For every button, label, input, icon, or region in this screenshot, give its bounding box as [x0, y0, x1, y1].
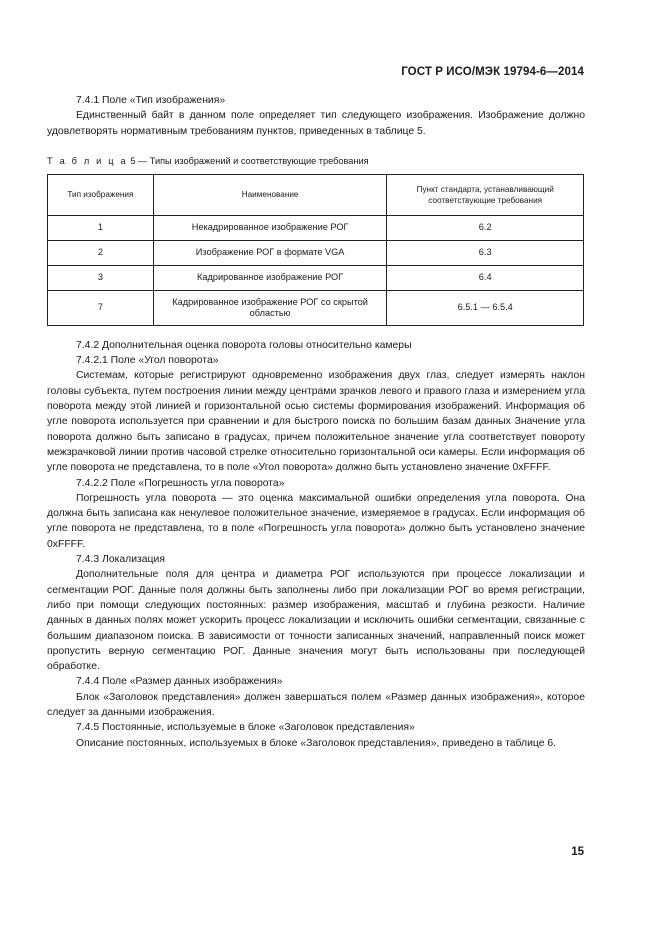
table-row [48, 240, 584, 265]
cell-type: 3 [48, 265, 154, 290]
section-7-4-2-heading: 7.4.2 Дополнительная оценка поворота головы относительно камеры [76, 339, 412, 351]
section-7-4-3-heading: 7.4.3 Локализация [76, 554, 165, 566]
table-row [48, 265, 584, 290]
table-5-caption [47, 155, 585, 168]
cell-type: 1 [48, 215, 154, 240]
cell-type: 7 [48, 290, 154, 325]
cell-clause: 6.2 [387, 215, 584, 240]
cell-name: Изображение РОГ в формате VGA [153, 240, 387, 265]
section-7-4-4-text: Блок «Заголовок представления» должен завершаться полем «Размер данных изображения», которое следует за данными изображения. [47, 691, 585, 719]
cell-name: Кадрированное изображение РОГ со скрытой областью [153, 290, 387, 325]
table-header-row [48, 174, 584, 215]
table-5 [47, 174, 584, 326]
section-7-4-1-text: Единственный байт в данном поле определяет тип следующего изображения. Изображение должно удовлетворять нормативным требованиям пунктов, приведенных в таблице 5. [47, 110, 585, 137]
section-7-4-2-1-heading: 7.4.2.1 Поле «Угол поворота» [76, 355, 219, 367]
page-content [47, 93, 585, 751]
section-7-4-4-heading: 7.4.4 Поле «Размер данных изображения» [76, 676, 283, 688]
cell-clause: 6.3 [387, 240, 584, 265]
header-name: Наименование [153, 174, 387, 215]
page-number: 15 [571, 846, 584, 858]
cell-clause: 6.4 [387, 265, 584, 290]
body-sections [47, 338, 585, 751]
cell-name: Кадрированное изображение РОГ [153, 265, 387, 290]
header-standard-clause: Пункт стандарта, устанавливающий соответствующие требования [387, 174, 584, 215]
header-image-type: Тип изображения [48, 174, 154, 215]
cell-type: 2 [48, 240, 154, 265]
cell-name: Некадрированное изображение РОГ [153, 215, 387, 240]
section-7-4-2-2-text: Погрешность угла поворота — это оценка максимальной ошибки определения угла поворота. Она должна быть записана как ненулевое положительное значение, измеряемое в градусах. Если информация об угле поворота не представлена, то в поле «Погрешность угла поворота» должно быть установлено значение 0xFFFF. [47, 492, 585, 550]
section-7-4-5-heading: 7.4.5 Постоянные, используемые в блоке «Заголовок представления» [76, 722, 415, 734]
section-7-4-2-1-text: Системам, которые регистрируют одновременно изображения двух глаз, следует измерять наклон головы субъекта, путем построения линии между центрами зрачков левого и правого глаза и измерением угла поворота между этой линией и горизонтальной осью системы формирования изображений. Информация об угле поворота используется при сравнении и для быстрого поиска по большим базам данных Значение угла поворота должно быть записано в градусах, причем положительное значение угла соответствует повороту межзрачковой линии против часовой стрелке относительно горизонтальной оси камеры. Если информация об угле поворота не представлена, то в поле «Угол поворота» должно быть установлено значение 0xFFFF. [47, 370, 585, 474]
section-7-4-1-heading: 7.4.1 Поле «Тип изображения» [76, 95, 226, 106]
section-7-4-2-2-heading: 7.4.2.2 Поле «Погрешность угла поворота» [76, 477, 285, 489]
table-caption-prefix: Т а б л и ц а [47, 155, 128, 166]
table-caption-title: 5 — Типы изображений и соответствующие требования [130, 155, 369, 166]
cell-clause: 6.5.1 — 6.5.4 [387, 290, 584, 325]
table-row [48, 290, 584, 325]
document-id-header: ГОСТ Р ИСО/МЭК 19794-6—2014 [401, 66, 584, 78]
section-7-4-3-text: Дополнительные поля для центра и диаметра РОГ используются при процессе локализации и сегментации РОГ. Данные поля должны быть заполнены либо при локализации РОГ во время регистрации, либо при помощи следующих постоянных: размер изображения, масштаб и глубина резкости. Наличие данных в данных полях может ускорить процесс локализации и исключить ошибки сегментации, связанные с большим диапазоном поиска. В зависимости от точности записанных значений, направленный поиск может пропустить верную сегментацию РОГ. Данные значения могут быть использованы при последующей обработке. [47, 569, 585, 673]
table-row [48, 215, 584, 240]
section-7-4-5-text: Описание постоянных, используемых в блоке «Заголовок представления», приведено в таблице 6. [76, 737, 557, 749]
